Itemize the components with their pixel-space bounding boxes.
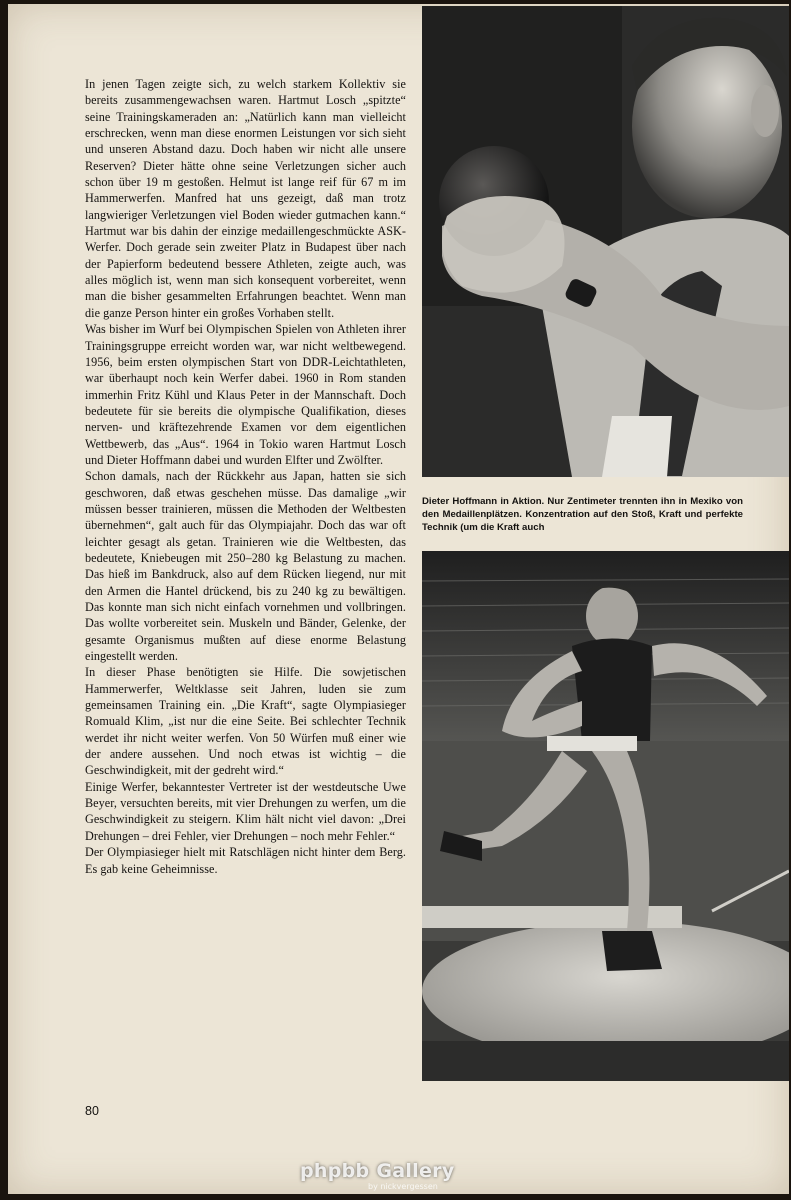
magazine-page	[8, 4, 789, 1194]
article-paragraph-5: Einige Werfer, bekanntester Vertreter ist der westdeutsche Uwe Beyer, versuchten bereits, mit vier Drehungen zu werfen, um die Geschwindigkeit zu steigern. Klim hält nicht viel davon: „Drei Drehungen – drei Fehler, vier Drehungen – noch mehr Fehler.“	[85, 779, 406, 843]
shot-put-action-photo	[422, 551, 789, 1081]
shot-put-portrait-photo	[422, 6, 789, 477]
watermark-title: phpbb Gallery	[300, 1160, 455, 1182]
page-number: 80	[85, 1104, 99, 1118]
watermark-subtitle: by nickvergessen	[368, 1182, 438, 1191]
article-paragraph-3: Schon damals, nach der Rückkehr aus Japan, hatten sie sich geschworen, daß etwas geschehen müsse. Das damalige „wir müssen besser trainieren, müssen die Methoden der Weltbesten übernehmen“, galt auch für das Olympiajahr. Doch das war oft leichter gesagt als getan. Trainieren wie die Weltbesten, das bedeutete, Kniebeugen mit 250–280 kg Belastung zu machen. Das hieß im Bankdruck, also auf dem Rücken liegend, nur mit den Armen die Hantel drückend, bis zu 240 kg zu bewältigen. Das konnte man sich nicht einfach vornehmen und vollbringen. Das wollte vorbereitet sein. Muskeln und Bänder, Gelenke, der gesamte Organismus mußten auf diese enorme Belastung eingestellt werden.	[85, 469, 406, 664]
article-paragraph-6: Der Olympiasieger hielt mit Ratschlägen nicht hinter dem Berg. Es gab keine Geheimnisse.	[85, 845, 406, 876]
photo-caption: Dieter Hoffmann in Aktion. Nur Zentimeter trennten ihn in Mexiko von den Medaillenplätzen. Konzentration auf den Stoß, Kraft und perfekte Technik (um die Kraft auch	[422, 496, 743, 534]
article-paragraph-4: In dieser Phase benötigten sie Hilfe. Die sowjetischen Hammerwerfer, Weltklasse seit Jahren, luden sie zum gemeinsamen Training ein. „Die Kraft“, sagte Olympiasieger Romuald Klim, „ist nur die eine Seite. Bei schlechter Technik werdet ihr nicht weiter werfen. Von 50 Würfen muß einer wie der andere aussehen. Und noch etwas ist wichtig – die Geschwindigkeit, mit der gedreht wird.“	[85, 665, 406, 778]
article-paragraph-1: In jenen Tagen zeigte sich, zu welch starkem Kollektiv sie bereits zusammengewachsen waren. Hartmut Losch „spitzte“ seine Trainingskameraden an: „Natürlich kann man vielleicht erschrecken, wenn man diese enormen Leistungen vor sich sieht und unseren Abstand dazu. Doch haben wir nicht alle unsere Reserven? Dieter hätte ohne seine Verletzungen sicher auch schon über 19 m gestoßen. Helmut ist lange reif für 67 m im Hammerwerfen. Manfred hat uns gezeigt, daß man trotz langwieriger Verletzungen viel Boden wieder gutmachen kann.“ Hartmut war bis dahin der einzige medaillengeschmückte ASK-Werfer. Doch gerade sein zweiter Platz in Budapest über nach der Papierform bedeutend bessere Athleten, zeigte auch, was alles möglich ist, wenn man sich konsequent vorbereitet, wenn man die bisher gesammelten Erfahrungen beachtet. Wenn man die ganze Person hinter ein großes Vorhaben stellt.	[85, 77, 406, 320]
article-body	[85, 76, 406, 877]
article-paragraph-2: Was bisher im Wurf bei Olympischen Spielen von Athleten ihrer Trainingsgruppe erreicht worden war, war nicht weltbewegend. 1956, beim ersten olympischen Start von DDR-Leichtathleten, war überhaupt noch kein Werfer dabei. 1960 in Rom standen immerhin Fritz Kühl und Klaus Peter in der Mannschaft. Doch bedeutete für sie bereits die olympische Qualifikation, dieses nerven- und kräftezehrende Examen vor dem eigentlichen Wettbewerb, das „Aus“. 1964 in Tokio waren Hartmut Losch und Dieter Hoffmann dabei und wurden Elfter und Zwölfter.	[85, 322, 406, 467]
